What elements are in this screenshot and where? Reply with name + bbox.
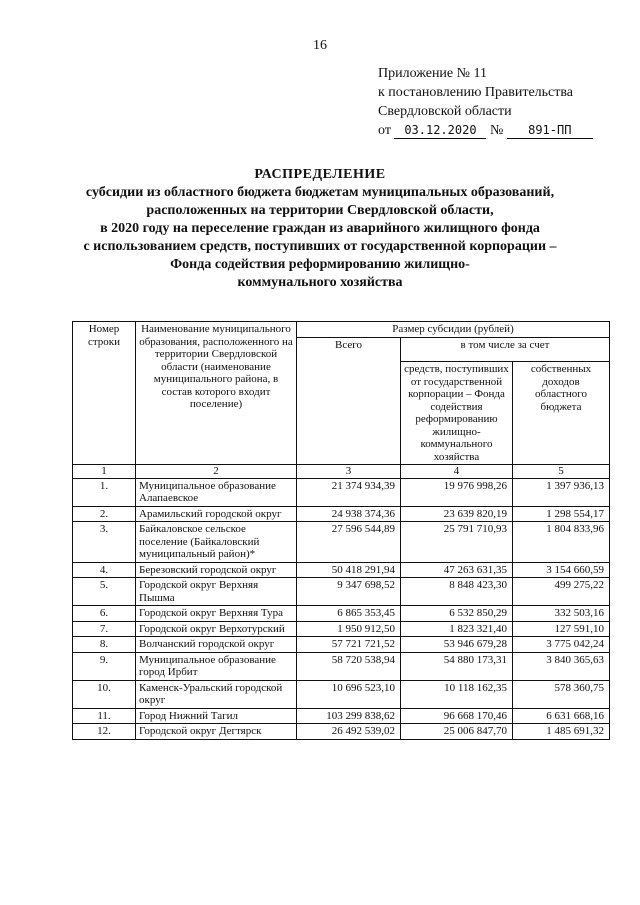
table-row xyxy=(73,506,610,522)
fund-amount: 6 532 850,29 xyxy=(401,606,513,622)
resolution-number: 891-ПП xyxy=(507,123,593,139)
title-heading: РАСПРЕДЕЛЕНИЕ xyxy=(254,167,386,182)
header-subsidy-amount: Размер субсидии (рублей) xyxy=(297,322,610,338)
title-line-5: Фонда содействия реформированию жилищно- xyxy=(170,257,470,272)
document-title xyxy=(40,166,600,292)
municipality-name: Город Нижний Тагил xyxy=(136,708,297,724)
title-line-1: субсидии из областного бюджета бюджетам муниципальных образований, xyxy=(85,185,555,200)
municipality-name: Муниципальное образование Алапаевское xyxy=(136,478,297,506)
fund-amount: 47 263 631,35 xyxy=(401,562,513,578)
row-number: 10. xyxy=(73,680,136,708)
municipality-name: Городской округ Верхняя Тура xyxy=(136,606,297,622)
fund-amount: 19 976 998,26 xyxy=(401,478,513,506)
row-number: 1. xyxy=(73,478,136,506)
title-line-4: с использованием средств, поступивших от государственной корпорации – xyxy=(83,239,557,254)
total-amount: 26 492 539,02 xyxy=(297,724,401,740)
number-prefix: № xyxy=(489,123,504,138)
budget-amount: 3 775 042,24 xyxy=(513,637,610,653)
title-line-6: коммунального хозяйства xyxy=(237,275,403,290)
row-number: 12. xyxy=(73,724,136,740)
table-row xyxy=(73,680,610,708)
row-number: 5. xyxy=(73,578,136,606)
budget-amount: 1 804 833,96 xyxy=(513,522,610,563)
municipality-name: Байкаловское сельское поселение (Байкаловский муниципальный район)* xyxy=(136,522,297,563)
fund-amount: 10 118 162,35 xyxy=(401,680,513,708)
column-number: 1 xyxy=(73,465,136,479)
title-line-3: в 2020 году на переселение граждан из аварийного жилищного фонда xyxy=(100,221,540,236)
header-total: Всего xyxy=(297,337,401,465)
appendix-date-line xyxy=(378,121,593,140)
budget-amount: 3 840 365,63 xyxy=(513,652,610,680)
column-number: 4 xyxy=(401,465,513,479)
table-row xyxy=(73,578,610,606)
budget-amount: 499 275,22 xyxy=(513,578,610,606)
municipality-name: Каменск-Уральский городской округ xyxy=(136,680,297,708)
budget-amount: 1 298 554,17 xyxy=(513,506,610,522)
municipality-name: Городской округ Верхняя Пышма xyxy=(136,578,297,606)
title-line-2: расположенных на территории Свердловской области, xyxy=(146,203,494,218)
row-number: 4. xyxy=(73,562,136,578)
page-number: 16 xyxy=(313,38,327,53)
budget-amount: 3 154 660,59 xyxy=(513,562,610,578)
header-own-revenue: собственных доходов областного бюджета xyxy=(513,362,610,465)
municipality-name: Городской округ Дегтярск xyxy=(136,724,297,740)
fund-amount: 23 639 820,19 xyxy=(401,506,513,522)
total-amount: 50 418 291,94 xyxy=(297,562,401,578)
budget-amount: 1 397 936,13 xyxy=(513,478,610,506)
column-number: 5 xyxy=(513,465,610,479)
header-row-number: Номер строки xyxy=(73,322,136,465)
column-number: 2 xyxy=(136,465,297,479)
municipality-name: Городской округ Верхотурский xyxy=(136,621,297,637)
fund-amount: 54 880 173,31 xyxy=(401,652,513,680)
row-number: 2. xyxy=(73,506,136,522)
appendix-block xyxy=(378,64,593,140)
table-row xyxy=(73,478,610,506)
municipality-name: Муниципальное образование город Ирбит xyxy=(136,652,297,680)
table-row xyxy=(73,606,610,622)
header-municipality: Наименование муниципального образования, расположенного на территории Свердловской области (наименование муниципального района, в состав которого входит поселение) xyxy=(136,322,297,465)
total-amount: 57 721 721,52 xyxy=(297,637,401,653)
total-amount: 10 696 523,10 xyxy=(297,680,401,708)
row-number: 11. xyxy=(73,708,136,724)
column-number-row xyxy=(73,465,610,479)
budget-amount: 127 591,10 xyxy=(513,621,610,637)
row-number: 7. xyxy=(73,621,136,637)
municipality-name: Волчанский городской округ xyxy=(136,637,297,653)
table-row xyxy=(73,562,610,578)
table-row xyxy=(73,708,610,724)
fund-amount: 25 791 710,93 xyxy=(401,522,513,563)
total-amount: 6 865 353,45 xyxy=(297,606,401,622)
row-number: 9. xyxy=(73,652,136,680)
header-including: в том числе за счет xyxy=(401,337,610,362)
table-row xyxy=(73,522,610,563)
budget-amount: 1 485 691,32 xyxy=(513,724,610,740)
fund-amount: 25 006 847,70 xyxy=(401,724,513,740)
total-amount: 21 374 934,39 xyxy=(297,478,401,506)
total-amount: 27 596 544,89 xyxy=(297,522,401,563)
fund-amount: 1 823 321,40 xyxy=(401,621,513,637)
appendix-line-1: Приложение № 11 xyxy=(378,66,487,81)
table-row xyxy=(73,724,610,740)
total-amount: 24 938 374,36 xyxy=(297,506,401,522)
row-number: 3. xyxy=(73,522,136,563)
table-row xyxy=(73,621,610,637)
total-amount: 9 347 698,52 xyxy=(297,578,401,606)
fund-amount: 53 946 679,28 xyxy=(401,637,513,653)
table-row xyxy=(73,652,610,680)
budget-amount: 6 631 668,16 xyxy=(513,708,610,724)
date-prefix: от xyxy=(378,123,391,138)
fund-amount: 96 668 170,46 xyxy=(401,708,513,724)
row-number: 6. xyxy=(73,606,136,622)
total-amount: 58 720 538,94 xyxy=(297,652,401,680)
header-row-1 xyxy=(73,322,610,338)
resolution-date: 03.12.2020 xyxy=(394,123,486,139)
total-amount: 1 950 912,50 xyxy=(297,621,401,637)
header-fund: средств, поступивших от государственной корпорации – Фонда содействия реформированию жилищно-коммунального хозяйства xyxy=(401,362,513,465)
municipality-name: Березовский городской округ xyxy=(136,562,297,578)
budget-amount: 578 360,75 xyxy=(513,680,610,708)
budget-amount: 332 503,16 xyxy=(513,606,610,622)
appendix-line-2: к постановлению Правительства xyxy=(378,85,574,100)
table-row xyxy=(73,637,610,653)
municipality-name: Арамильский городской округ xyxy=(136,506,297,522)
fund-amount: 8 848 423,30 xyxy=(401,578,513,606)
column-number: 3 xyxy=(297,465,401,479)
total-amount: 103 299 838,62 xyxy=(297,708,401,724)
appendix-line-3: Свердловской области xyxy=(378,104,512,119)
row-number: 8. xyxy=(73,637,136,653)
subsidy-table xyxy=(72,321,610,740)
